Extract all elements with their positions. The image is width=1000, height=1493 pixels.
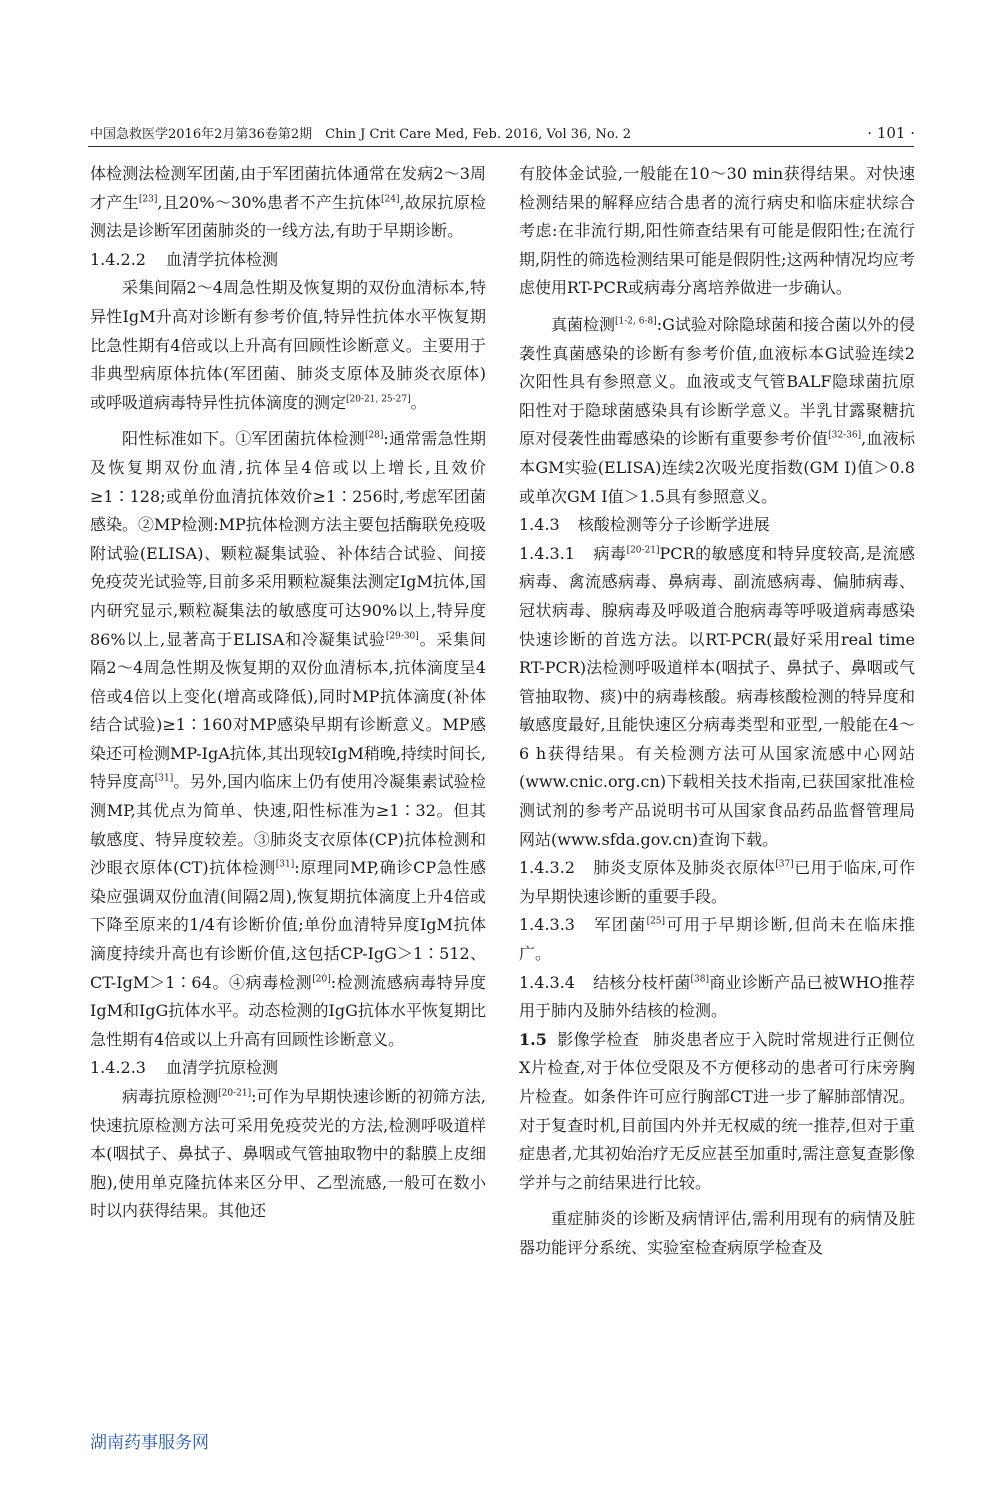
header-rule (88, 146, 914, 147)
left-column (90, 160, 486, 1226)
running-header (90, 118, 915, 142)
paragraph: 体检测法检测军团菌,由于军团菌抗体通常在发病2～3周才产生[23],且20%～30%患者不产生抗体[24],故尿抗原检测法是诊断军团菌肺炎的一线方法,有助于早期诊断。 (90, 164, 486, 241)
paragraph: 1.4.3.3 军团菌[25]可用于早期诊断,但尚未在临床推广。 (519, 915, 915, 964)
paragraph: 真菌检测[1-2, 6-8]:G试验对除隐球菌和接合菌以外的侵袭性真菌感染的诊断有参考价值,血液标本G试验连续2次阳性具有参照意义。血液或支气管BALF隐球菌抗原阳性对于隐球菌感染具有诊断学意义。半乳甘露聚糖抗原对侵袭性曲霉感染的诊断有重要参考价值[32-36],血液标本GM实验(ELISA)连续2次吸光度指数(GM I)值＞0.8或单次GM I值＞1.5具有参照意义。 (519, 314, 915, 506)
page-number: · 101 · (867, 124, 915, 142)
section-heading: 1.4.3 核酸检测等分子诊断学进展 (519, 515, 770, 535)
watermark-text: 湖南药事服务网 (90, 1433, 209, 1453)
paragraph: 1.4.3.2 肺炎支原体及肺炎衣原体[37]已用于临床,可作为早期快速诊断的重要手段。 (519, 858, 915, 906)
section-heading: 1.4.2.2 血清学抗体检测 (90, 249, 278, 269)
paragraph: 采集间隔2～4周急性期及恢复期的双份血清标本,特异性IgM升高对诊断有参考价值,特异性抗体水平恢复期比急性期有4倍或以上升高有回顾性诊断意义。主要用于非典型病原体抗体(军团菌、肺炎支原体及肺炎衣原体)或呼吸道病毒特异性抗体滴度的测定[20-21, 25-27]。 (90, 278, 486, 412)
paragraph: 有胶体金试验,一般能在10～30 min获得结果。对快速检测结果的解释应结合患者的流行病史和临床症状综合考虑:在非流行期,阳性筛查结果有可能是假阳性;在流行期,阴性的筛选检测结果可能是假阴性;这两种情况均应考虑使用RT-PCR或病毒分离培养做进一步确认。 (519, 164, 915, 298)
paragraph: 1.4.3.1 病毒[20-21]PCR的敏感度和特异度较高,是流感病毒、禽流感病毒、鼻病毒、副流感病毒、偏肺病毒、冠状病毒、腺病毒及呼吸道合胞病毒等呼吸道病毒感染快速诊断的首选方法。以RT-PCR(最好采用real time RT-PCR)法检测呼吸道样本(咽拭子、鼻拭子、鼻咽或气管抽取物、痰)中的病毒核酸。病毒核酸检测的特异度和敏感度最好,且能快速区分病毒类型和亚型,一般能在4～6 h获得结果。有关检测方法可从国家流感中心网站(www.cnic.org.cn)下载相关技术指南,已获国家批准检测试剂的参考产品说明书可从国家食品药品监督管理局网站(www.sfda.gov.cn)查询下载。 (519, 543, 915, 849)
paragraph: 1.4.3.4 结核分枝杆菌[38]商业诊断产品已被WHO推荐用于肺内及肺外结核的检测。 (519, 972, 915, 1021)
paragraph: 阳性标准如下。①军团菌抗体检测[28]:通常需急性期及恢复期双份血清,抗体呈4倍或以上增长,且效价≥1∶128;或单份血清抗体效价≥1∶256时,考虑军团菌感染。②MP检测:MP抗体检测方法主要包括酶联免疫吸附试验(ELISA)、颗粒凝集试验、补体结合试验、间接免疫荧光试验等,目前多采用颗粒凝集法测定IgM抗体,国内研究显示,颗粒凝集法的敏感度可达90%以上,特异度86%以上,显著高于ELISA和冷凝集试验[29-30]。采集间隔2～4周急性期及恢复期的双份血清标本,抗体滴度呈4倍或4倍以上变化(增高或降低),同时MP抗体滴度(补体结合试验)≥1∶160对MP感染早期有诊断意义。MP感染还可检测MP-IgA抗体,其出现较IgM稍晚,持续时间长,特异度高[31]。另外,国内临床上仍有使用冷凝集素试验检测MP,其优点为简单、快速,阳性标准为≥1∶32。但其敏感度、特异度较差。③肺炎支衣原体(CP)抗体检测和沙眼衣原体(CT)抗体检测[31]:原理同MP,确诊CP急性感染应强调双份血清(间隔2周),恢复期抗体滴度上升4倍或下降至原来的1/4有诊断价值;单份血清特异度IgM抗体滴度持续升高也有诊断价值,这包括CP-IgG＞1∶512、CT-IgM＞1∶64。④病毒检测[20]:检测流感病毒特异度IgM和IgG抗体水平。动态检测的IgG抗体水平恢复期比急性期有4倍或以上升高有回顾性诊断意义。 (90, 429, 487, 1049)
section-heading: 1.4.2.3 血清学抗原检测 (90, 1058, 278, 1078)
journal-citation: 中国急救医学2016年2月第36卷第2期 Chin J Crit Care Med, Feb. 2016, Vol 36, No. 2 (90, 127, 632, 142)
paragraph: 病毒抗原检测[20-21]:可作为早期快速诊断的初筛方法,快速抗原检测方法可采用免疫荧光的方法,检测呼吸道样本(咽拭子、鼻拭子、鼻咽或气管抽取物中的黏膜上皮细胞),使用单克隆抗体来区分甲、乙型流感,一般可在数小时以内获得结果。其他还 (90, 1087, 486, 1221)
right-column (519, 160, 915, 1263)
paragraph: 1.5 影像学检查 肺炎患者应于入院时常规进行正侧位X片检查,对于体位受限及不方便移动的患者可行床旁胸片检查。如条件许可应行胸部CT进一步了解肺部情况。对于复查时机,目前国内外并无权威的统一推荐,但对于重症患者,尤其初始治疗无反应甚至加重时,需注意复查影像学并与之前结果进行比较。 (519, 1029, 915, 1192)
paragraph: 重症肺炎的诊断及病情评估,需利用现有的病情及脏器功能评分系统、实验室检查病原学检查及 (519, 1209, 915, 1257)
